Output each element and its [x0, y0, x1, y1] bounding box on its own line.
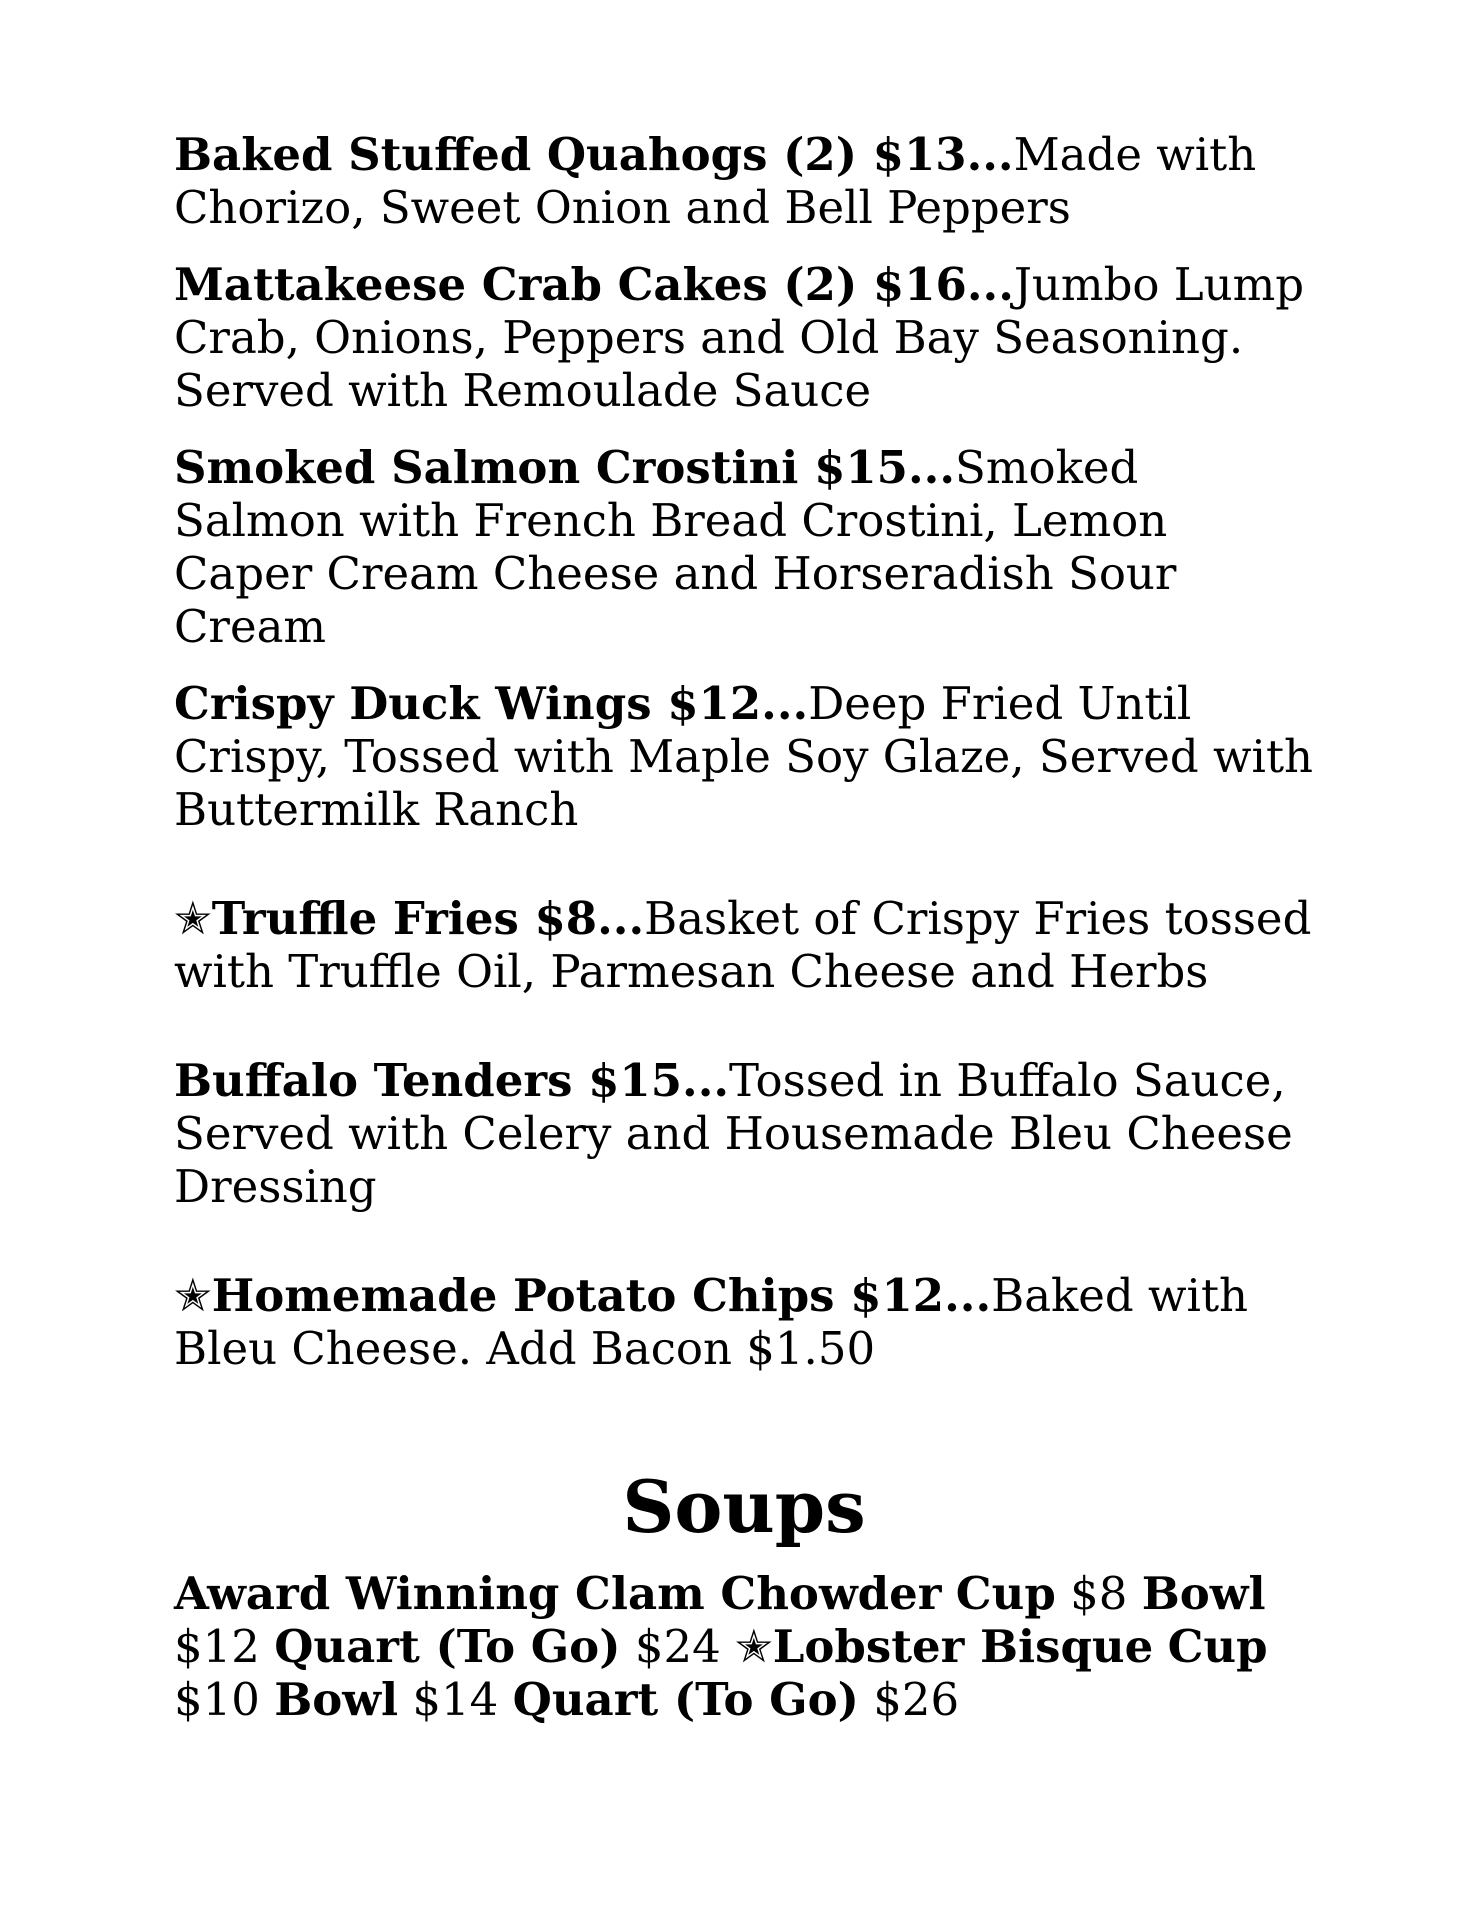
menu-item-salmon-crostini: [174, 441, 1314, 653]
soup-name-lobster-bisque: Lobster Bisque: [772, 1620, 1154, 1673]
menu-item-potato-chips: [174, 1269, 1314, 1375]
cup-price: $10: [174, 1673, 260, 1726]
quart-label: Quart (To Go): [512, 1673, 859, 1726]
item-description: Basket of Crispy Fries tossed with Truffle Oil, Parmesan Cheese and Herbs: [174, 892, 1312, 998]
item-name: Mattakeese Crab Cakes (2) $16...: [174, 258, 1014, 311]
bowl-label: Bowl: [1141, 1567, 1266, 1620]
menu-item-quahogs: [174, 128, 1314, 234]
star-icon: ✭: [174, 1269, 212, 1322]
menu-item-truffle-fries: [174, 892, 1314, 998]
cup-label: Cup: [955, 1567, 1056, 1620]
item-description: Made with Chorizo, Sweet Onion and Bell Peppers: [174, 128, 1257, 234]
menu-item-crab-cakes: [174, 258, 1314, 417]
item-description: Deep Fried Until Crispy, Tossed with Maple Soy Glaze, Served with Buttermilk Ranch: [174, 677, 1314, 836]
item-name: Truffle Fries $8...: [211, 892, 645, 945]
item-name: Homemade Potato Chips $12...: [211, 1269, 992, 1322]
soups-list: [174, 1567, 1314, 1726]
item-name: Smoked Salmon Crostini $15...: [174, 441, 955, 494]
cup-price: $8: [1070, 1567, 1128, 1620]
item-description: Smoked Salmon with French Bread Crostini, Lemon Caper Cream Cheese and Horseradish Sour Cream: [174, 441, 1177, 653]
section-title-soups: Soups: [622, 1464, 866, 1549]
item-name: Crispy Duck Wings $12...: [174, 677, 809, 730]
item-name: Buffalo Tenders $15...: [174, 1054, 730, 1107]
bowl-price: $14: [412, 1673, 499, 1726]
star-icon: ✭: [174, 892, 212, 945]
menu-item-buffalo-tenders: [174, 1054, 1314, 1213]
soup-name-clam-chowder: Award Winning Clam Chowder: [174, 1567, 942, 1620]
item-description: Jumbo Lump Crab, Onions, Peppers and Old Bay Seasoning. Served with Remoulade Sauce: [174, 258, 1305, 417]
cup-label: Cup: [1167, 1620, 1268, 1673]
menu-content: [174, 128, 1314, 1726]
menu-item-duck-wings: [174, 677, 1314, 836]
quart-label: Quart (To Go): [274, 1620, 621, 1673]
bowl-price: $12: [174, 1620, 260, 1673]
star-icon: ✭: [735, 1620, 773, 1673]
item-description: Baked with Bleu Cheese. Add Bacon $1.50: [174, 1269, 1249, 1375]
quart-price: $26: [873, 1673, 960, 1726]
item-description: Tossed in Buffalo Sauce, Served with Celery and Housemade Bleu Cheese Dressing: [174, 1054, 1293, 1213]
item-name: Baked Stuffed Quahogs (2) $13...: [174, 128, 1014, 181]
bowl-label: Bowl: [274, 1673, 399, 1726]
quart-price: $24: [634, 1620, 721, 1673]
